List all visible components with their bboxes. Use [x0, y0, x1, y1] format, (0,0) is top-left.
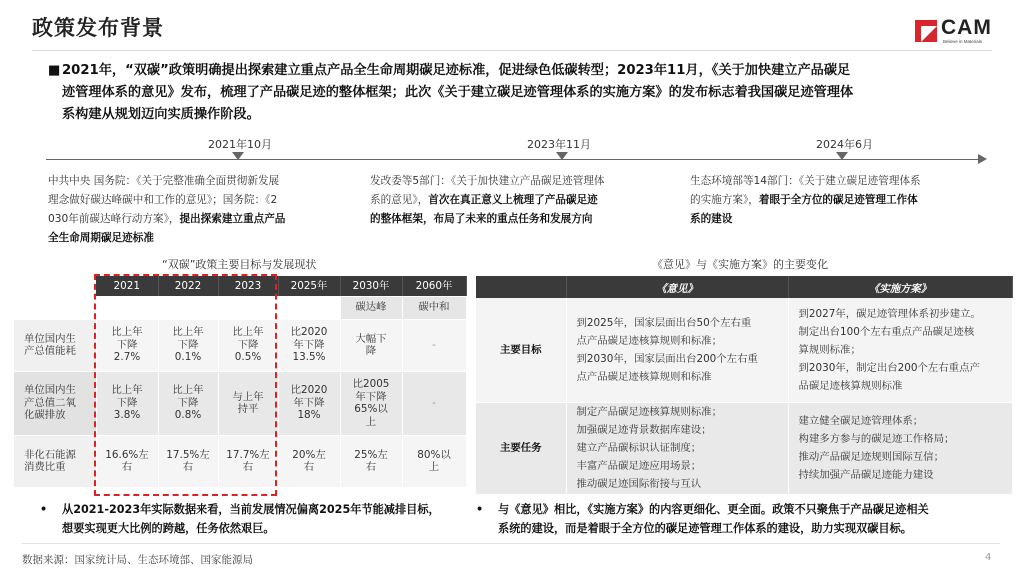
- table-cell: 25%左 右: [340, 435, 402, 487]
- table-cell: 80%以 上: [402, 435, 466, 487]
- note-line: 与《意见》相比，《实施方案》的内容更细化、更全面。政策不只聚焦于产品碳足迹相关: [498, 503, 929, 516]
- left-note: [40, 500, 470, 538]
- table-cell: 建立健全碳足迹管理体系； 构建多方参与的碳足迹工作格局； 推动产品碳足迹规则国际互信； 持续加强产品碳足迹能力建设: [788, 402, 1012, 494]
- milestone-label: 碳中和: [402, 296, 466, 319]
- event-highlight: 全生命周期碳足迹标准: [48, 232, 154, 244]
- table-cell: 大幅下 降: [340, 319, 402, 371]
- timeline-marker-icon: [836, 152, 848, 160]
- milestone-label: 碳达峰: [340, 296, 402, 319]
- row-label: 单位国内生 产总值能耗: [14, 319, 96, 371]
- table-cell: 16.6%左 右: [96, 435, 158, 487]
- intro-paragraph: [48, 60, 1008, 126]
- logo-text: CAM: [941, 16, 992, 39]
- event-line: 系的意见》，: [370, 194, 429, 206]
- note-line: 系统的建设，而是着眼于全方位的碳足迹管理工作体系的建设，助力实现双碳目标。: [498, 522, 912, 535]
- timeline-event: [690, 172, 990, 229]
- row-label: 主要目标: [476, 298, 566, 402]
- header-blank: [476, 276, 566, 298]
- event-highlight: 提出探索建立重点产品: [179, 213, 286, 225]
- timeline-date: 2021年10月: [208, 138, 272, 151]
- highlight-dashed-box: [94, 274, 277, 496]
- event-highlight: 首次在真正意义上梳理了产品碳足迹: [428, 194, 598, 206]
- timeline-date: 2024年6月: [816, 138, 873, 151]
- left-table-caption: “双碳”政策主要目标与发展现状: [162, 258, 317, 271]
- row-label: 非化石能源 消费比重: [14, 435, 96, 487]
- footer-divider: [22, 543, 1000, 544]
- comparison-table: [476, 276, 1013, 494]
- year-header: 2060年: [402, 276, 466, 296]
- data-source: 数据来源：国家统计局、生态环境部、国家能源局: [22, 554, 253, 566]
- event-line: 生态环境部等14部门：《关于建立碳足迹管理体系: [690, 175, 921, 187]
- table-cell: 比上年 下降 0.5%: [218, 319, 278, 371]
- table-cell: 比2020 年下降 13.5%: [278, 319, 340, 371]
- table-cell: 与上年 持平: [218, 371, 278, 435]
- table-cell: 到2025年，国家层面出台50个左右重 点产品碳足迹核算规则和标准； 到2030年，国家层面出台200个左右重 点产品碳足迹核算规则和标准: [566, 298, 788, 402]
- timeline-marker-icon: [232, 152, 244, 160]
- year-header: 2023: [218, 276, 278, 296]
- event-highlight: 着眼于全方位的碳足迹管理工作体: [758, 194, 918, 206]
- timeline-event: [370, 172, 670, 229]
- timeline-marker-icon: [556, 152, 568, 160]
- page-number: 4: [985, 552, 992, 563]
- right-note: [476, 500, 1006, 538]
- event-highlight: 系的建设: [690, 213, 733, 225]
- timeline-date: 2023年11月: [527, 138, 591, 151]
- table-row: [476, 402, 1012, 494]
- bullet-dot-icon: •: [40, 503, 48, 516]
- table-cell: 比2020 年下降 18%: [278, 371, 340, 435]
- timeline-arrow-icon: [978, 154, 987, 164]
- page-title: 政策发布背景: [32, 16, 164, 40]
- event-line: 中共中央 国务院：《关于完整准确全面贯彻新发展: [48, 175, 280, 187]
- year-header: 2021: [96, 276, 158, 296]
- event-line: 发改委等5部门：《关于加快建立产品碳足迹管理体: [370, 175, 605, 187]
- table-cell: 比上年 下降 0.1%: [158, 319, 218, 371]
- year-header: 2030年: [340, 276, 402, 296]
- cam-logo-icon: [915, 20, 937, 42]
- event-highlight: 的整体框架，布局了未来的重点任务和发展方向: [370, 213, 593, 225]
- logo-tagline: Believe in Materials: [943, 39, 983, 44]
- intro-line: 迹管理体系的意见》发布，梳理了产品碳足迹的整体框架；此次《关于建立碳足迹管理体系的实施方案》的发布标志着我国碳足迹管理体: [62, 85, 854, 100]
- intro-line: 系构建从规划迈向实质操作阶段。: [62, 107, 260, 122]
- column-header: 《实施方案》: [788, 276, 1012, 298]
- year-header: 2022: [158, 276, 218, 296]
- year-header: 2025年: [278, 276, 340, 296]
- table-cell: 比上年 下降 0.8%: [158, 371, 218, 435]
- timeline-event: [48, 172, 348, 248]
- table-cell: -: [402, 319, 466, 371]
- table-cell: 到2027年，碳足迹管理体系初步建立。 制定出台100个左右重点产品碳足迹核 算规则标准； 到2030年，制定出台200个左右重点产 品碳足迹核算规则标准: [788, 298, 1012, 402]
- table-cell: 17.7%左 右: [218, 435, 278, 487]
- company-logo: [915, 18, 1011, 48]
- table-cell: -: [402, 371, 466, 435]
- table-cell: 比2005 年下降 65%以 上: [340, 371, 402, 435]
- table-cell: 制定产品碳足迹核算规则标准； 加强碳足迹背景数据库建设； 建立产品碳标识认证制度； 丰富产品碳足迹应用场景； 推动碳足迹国际衔接与互认: [566, 402, 788, 494]
- header-blank: [14, 276, 96, 296]
- note-line: 想要实现更大比例的跨越，任务依然艰巨。: [62, 522, 275, 535]
- event-line: 030年前碳达峰行动方案》，: [48, 213, 180, 225]
- table-cell: 20%左 右: [278, 435, 340, 487]
- event-line: 的实施方案》，: [690, 194, 759, 206]
- right-table-caption: 《意见》与《实施方案》的主要变化: [652, 258, 828, 271]
- intro-line: 2021年，“双碳”政策明确提出探索建立重点产品全生命周期碳足迹标准，促进绿色低碳转型；2023年11月，《关于加快建立产品碳足: [62, 63, 851, 78]
- bullet-dot-icon: •: [476, 503, 484, 516]
- event-line: 理念做好碳达峰碳中和工作的意见》；国务院：《2: [48, 194, 278, 206]
- column-header: 《意见》: [566, 276, 788, 298]
- table-cell: 比上年 下降 3.8%: [96, 371, 158, 435]
- note-line: 从2021-2023年实际数据来看，当前发展情况偏离2025年节能减排目标，: [62, 503, 440, 516]
- row-label: 单位国内生 产总值二氧 化碳排放: [14, 371, 96, 435]
- title-divider: [32, 50, 992, 51]
- table-row: [476, 298, 1012, 402]
- row-label: 主要任务: [476, 402, 566, 494]
- table-cell: 17.5%左 右: [158, 435, 218, 487]
- table-cell: 比上年 下降 2.7%: [96, 319, 158, 371]
- square-bullet-icon: ■: [48, 63, 61, 78]
